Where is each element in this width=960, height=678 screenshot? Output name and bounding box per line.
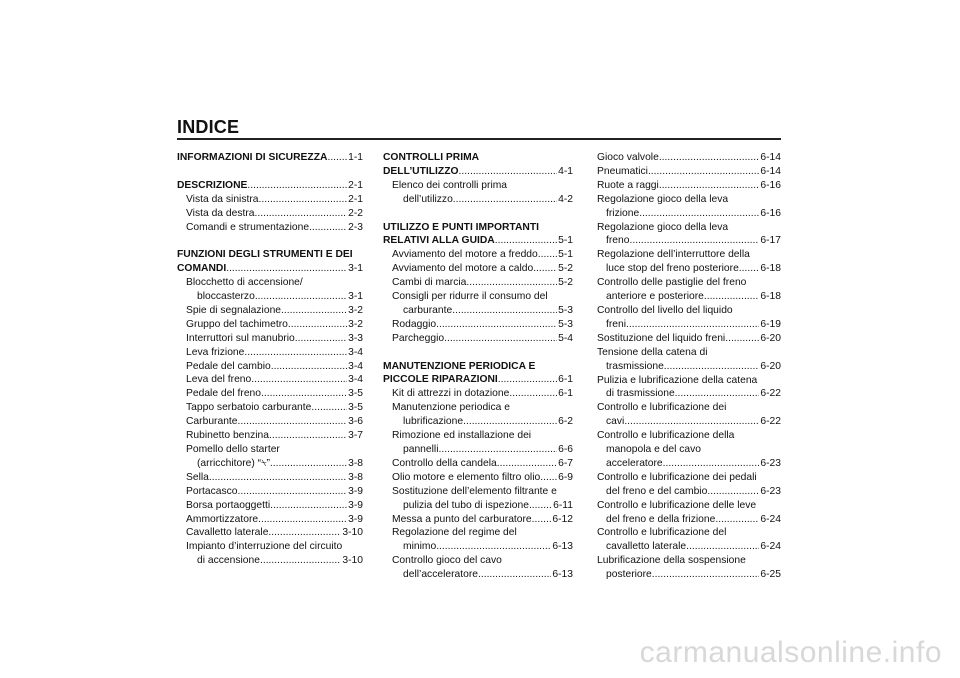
title-rule (177, 138, 781, 140)
toc-entry-line: Elenco dei controlli prima (392, 179, 508, 191)
toc-entry[interactable]: Spie di segnalazione ..... 3-2 (177, 304, 363, 318)
toc-entry[interactable]: trasmissione ..... 6-20 (597, 360, 781, 374)
toc-entry[interactable]: Vista da sinistra ..... 2-1 (177, 193, 363, 207)
toc-entry[interactable]: frizione ..... 6-16 (597, 207, 781, 221)
toc-entry[interactable]: pannelli ..... 6-6 (383, 443, 573, 457)
toc-entry[interactable]: Borsa portaoggetti ..... 3-9 (177, 499, 363, 513)
toc-entry[interactable]: Cambi di marcia ..... 5-2 (383, 276, 573, 290)
toc-entry[interactable]: DESCRIZIONE ..... 2-1 (177, 179, 363, 193)
toc-entry-line: Manutenzione periodica e (392, 402, 510, 414)
toc-entry[interactable]: cavi ..... 6-22 (597, 415, 781, 429)
toc-entry[interactable]: bloccasterzo ..... 3-1 (177, 290, 363, 304)
toc-entry[interactable]: dell’acceleratore ..... 6-13 (383, 568, 573, 582)
toc-entry-line: FUNZIONI DEGLI STRUMENTI E DEI (177, 249, 353, 261)
toc-entry[interactable]: del freno e del cambio ..... 6-23 (597, 485, 781, 499)
toc-column-2 (383, 151, 573, 582)
toc-entry[interactable]: Gioco valvole ..... 6-14 (597, 151, 781, 165)
toc-entry[interactable]: Ammortizzatore ..... 3-9 (177, 513, 363, 527)
toc-entry[interactable]: Kit di attrezzi in dotazione ..... 6-1 (383, 387, 573, 401)
toc-entry-line: Lubrificazione della sospensione (597, 555, 746, 567)
toc-entry-line: Pomello dello starter (186, 444, 280, 455)
toc-entry[interactable]: Rubinetto benzina ..... 3-7 (177, 429, 363, 443)
toc-entry[interactable]: Sostituzione del liquido freni ..... 6-20 (597, 332, 781, 346)
toc-entry[interactable]: Comandi e strumentazione ..... 2-3 (177, 221, 363, 235)
toc-entry[interactable]: carburante ..... 5-3 (383, 304, 573, 318)
toc-entry-line: manopola e del cavo (606, 444, 702, 456)
toc-entry-line: Controllo del livello del liquido (597, 304, 733, 316)
toc-entry-line: Controllo e lubrificazione delle leve (597, 499, 757, 511)
toc-entry[interactable]: INFORMAZIONI DI SICUREZZA ..... 1-1 (177, 151, 363, 165)
toc-entry[interactable]: freno ..... 6-17 (597, 234, 781, 248)
toc-entry[interactable]: COMANDI ..... 3-1 (177, 262, 363, 276)
toc-entry-line: Regolazione gioco della leva (597, 221, 729, 233)
toc-entry-line: Controllo e lubrificazione del (597, 527, 727, 539)
toc-entry[interactable]: Cavalletto laterale ..... 3-10 (177, 526, 363, 540)
toc-entry[interactable]: cavalletto laterale ..... 6-24 (597, 540, 781, 554)
toc-entry[interactable]: pulizia del tubo di ispezione ..... 6-11 (383, 499, 573, 513)
toc-entry[interactable]: dell’utilizzo ..... 4-2 (383, 193, 573, 207)
watermark: carmanualsonline.info (639, 636, 942, 669)
toc-entry[interactable]: DELL’UTILIZZO ..... 4-1 (383, 165, 573, 179)
toc-entry-line: Rimozione ed installazione dei (392, 430, 532, 442)
toc-entry-line: UTILIZZO E PUNTI IMPORTANTI (383, 221, 539, 233)
toc-entry[interactable]: Rodaggio ..... 5-3 (383, 318, 573, 332)
toc-entry-line: Sostituzione dell’elemento filtrante e (392, 485, 557, 497)
page-title: INDICE (177, 117, 240, 137)
toc-entry-line: Controllo gioco del cavo (392, 555, 502, 567)
toc-entry-line: CONTROLLI PRIMA (383, 152, 480, 163)
toc-entry[interactable]: di trasmissione ..... 6-22 (597, 387, 781, 401)
toc-column-1 (177, 151, 363, 568)
toc-entry[interactable]: posteriore ..... 6-25 (597, 568, 781, 582)
toc-entry-line: Regolazione gioco della leva (597, 193, 729, 205)
toc-entry[interactable]: Leva frizione ..... 3-4 (177, 346, 363, 360)
toc-entry[interactable]: Pedale del freno ..... 3-5 (177, 387, 363, 401)
toc-entry[interactable]: Portacasco ..... 3-9 (177, 485, 363, 499)
toc-entry[interactable]: Controllo della candela ..... 6-7 (383, 457, 573, 471)
toc-entry[interactable]: PICCOLE RIPARAZIONI ..... 6-1 (383, 373, 573, 387)
toc-entry[interactable]: Tappo serbatoio carburante ..... 3-5 (177, 401, 363, 415)
toc-entry[interactable]: RELATIVI ALLA GUIDA ..... 5-1 (383, 234, 573, 248)
toc-entry[interactable]: Avviamento del motore a caldo ..... 5-2 (383, 262, 573, 276)
toc-entry[interactable]: Sella ..... 3-8 (177, 471, 363, 485)
toc-entry[interactable]: di accensione ..... 3-10 (177, 554, 363, 568)
toc-entry-line: Controllo e lubrificazione della (597, 430, 735, 442)
toc-entry[interactable]: Parcheggio ..... 5-4 (383, 332, 573, 346)
toc-entry[interactable]: Pneumatici ..... 6-14 (597, 165, 781, 179)
toc-entry[interactable]: anteriore e posteriore ..... 6-18 (597, 290, 781, 304)
toc-entry[interactable]: lubrificazione ..... 6-2 (383, 415, 573, 429)
toc-entry-line: Impianto d’interruzione del circuito (186, 541, 343, 553)
toc-column-3 (597, 151, 781, 582)
toc-entry-line: Regolazione del regime del (392, 527, 517, 539)
toc-entry[interactable]: (arricchitore) “⍀” ..... 3-8 (177, 457, 363, 471)
toc-entry[interactable]: del freno e della frizione ..... 6-24 (597, 513, 781, 527)
toc-entry[interactable]: Gruppo del tachimetro ..... 3-2 (177, 318, 363, 332)
toc-entry-line: Blocchetto di accensione/ (186, 277, 303, 289)
toc-entry[interactable]: Carburante ..... 3-6 (177, 415, 363, 429)
toc-entry[interactable]: acceleratore ..... 6-23 (597, 457, 781, 471)
toc-entry-line: Controllo delle pastiglie del freno (597, 277, 747, 289)
toc-entry[interactable]: Avviamento del motore a freddo ..... 5-1 (383, 248, 573, 262)
toc-entry-line: Controllo e lubrificazione dei (597, 402, 727, 414)
toc-entry[interactable]: Leva del freno ..... 3-4 (177, 373, 363, 387)
toc-entry[interactable]: Interruttori sul manubrio ..... 3-3 (177, 332, 363, 346)
toc-entry-line: Tensione della catena di (597, 346, 708, 358)
toc-entry-line: Regolazione dell’interruttore della (597, 249, 750, 261)
toc-entry-line: MANUTENZIONE PERIODICA E (383, 360, 536, 372)
toc-entry[interactable]: Olio motore e elemento filtro olio ..... 6-9 (383, 471, 573, 485)
toc-entry-line: Consigli per ridurre il consumo del (392, 291, 548, 303)
toc-entry[interactable]: Vista da destra ..... 2-2 (177, 207, 363, 221)
toc-entry[interactable]: Ruote a raggi ..... 6-16 (597, 179, 781, 193)
toc-entry[interactable]: Messa a punto del carburatore ..... 6-12 (383, 513, 573, 527)
toc-entry[interactable]: freni ..... 6-19 (597, 318, 781, 332)
toc-entry[interactable]: Pedale del cambio ..... 3-4 (177, 360, 363, 374)
toc-entry-line: Controllo e lubrificazione dei pedali (597, 471, 757, 483)
toc-entry-line: Pulizia e lubrificazione della catena (597, 374, 758, 386)
toc-entry[interactable]: luce stop del freno posteriore ..... 6-18 (597, 262, 781, 276)
choke-icon: ⍀ (261, 457, 267, 468)
toc-entry[interactable]: minimo ..... 6-13 (383, 540, 573, 554)
